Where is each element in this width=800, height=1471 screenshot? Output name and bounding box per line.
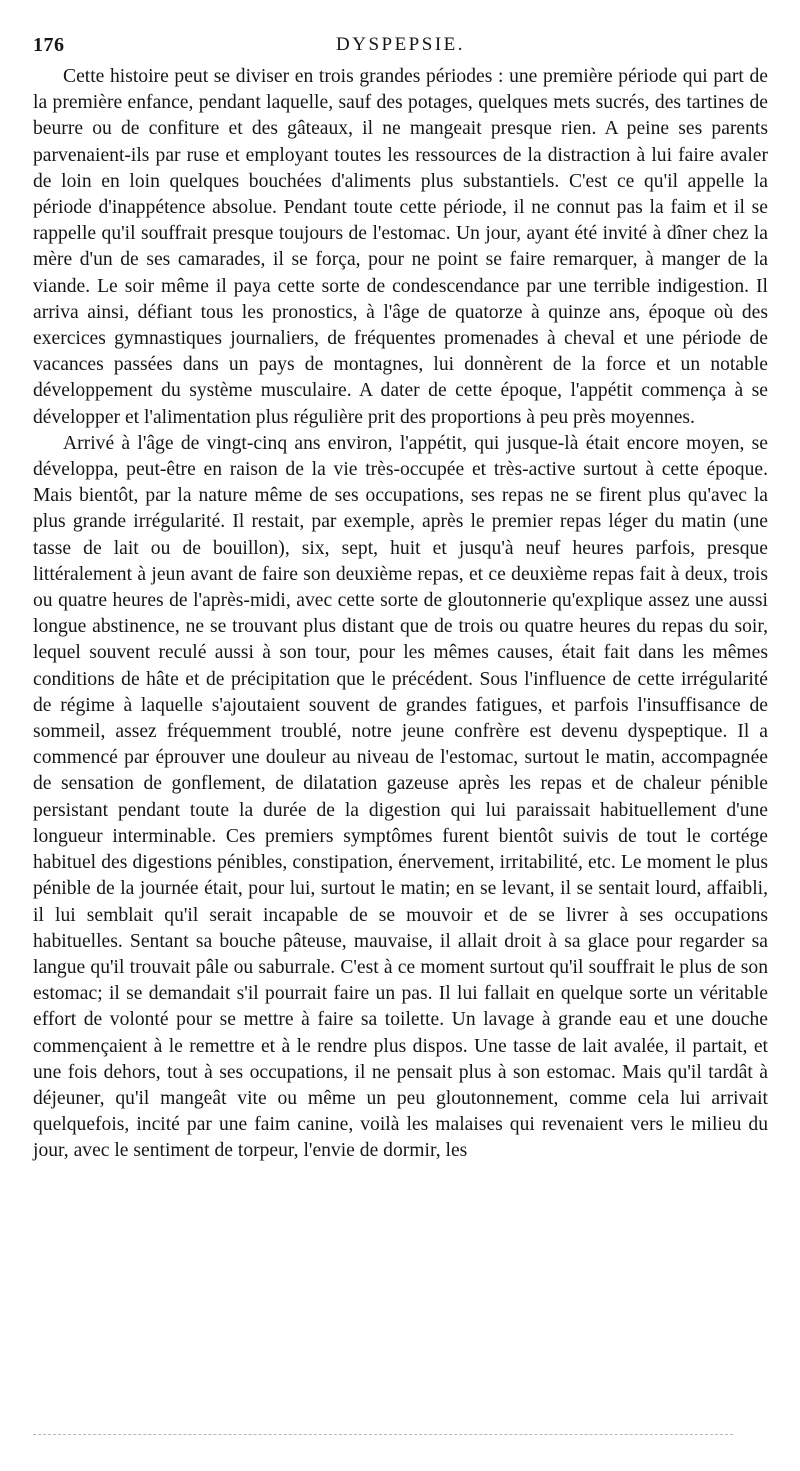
footer-rule [33, 1434, 733, 1435]
paragraph: Arrivé à l'âge de vingt-cinq ans environ, l'appétit, qui jusque-là était encore moyen, se développa, peut-être en raison de la vie très-occupée et très-active surtout à cette époque. Mais bientôt, par la nature même de ses occupations, ses repas ne se firent plus qu'avec la plus grande irrégularité. Il restait, par exemple, après le premier repas léger du matin (une tasse de lait ou de bouillon), six, sept, huit et jusqu'à neuf heures parfois, presque littéralement à jeun avant de faire son deuxième repas, et ce deuxième repas fait à deux, trois ou quatre heures de l'après-midi, avec cette sorte de gloutonnerie qu'explique assez une aussi longue abstinence, ne se trouvant plus distant que de trois ou quatre heures du repas du soir, lequel souvent reculé aussi à son tour, pour les mêmes causes, était fait dans les mêmes conditions de hâte et de précipitation que le précédent. Sous l'influence de cette irrégularité de régime à laquelle s'ajoutaient souvent de grandes fatigues, et parfois l'insuffisance de sommeil, assez fréquemment troublé, notre jeune confrère est devenu dyspeptique. Il a commencé par éprouver une douleur au niveau de l'estomac, surtout le matin, accompagnée de sensation de gonflement, de dilatation gazeuse après les repas et de chaleur pénible persistant pendant toute la durée de la digestion qui lui paraissait habituellement d'une longueur interminable. Ces premiers symptômes furent bientôt suivis de tout le cortége habituel des digestions pénibles, constipation, énervement, irritabilité, etc. Le moment le plus pénible de la journée était, pour lui, surtout le matin; en se levant, il se sentait lourd, affaibli, il lui semblait qu'il serait incapable de se mouvoir et de se livrer à ses occupations habituelles. Sentant sa bouche pâteuse, mauvaise, il allait droit à sa glace pour regarder sa langue qu'il trouvait pâle ou saburrale. C'est à ce moment surtout qu'il souffrait le plus de son estomac; il se demandait s'il pourrait faire un pas. Il lui fallait en quelque sorte un véritable effort de volonté pour se mettre à faire sa toilette. Un lavage à grande eau et une douche commençaient à le remettre et à le rendre plus dispos. Une tasse de lait avalée, il partait, et une fois dehors, tout à ses occupations, il ne pensait plus à son estomac. Mais qu'il tardât à déjeuner, qu'il mangeât vite ou même un peu gloutonnement, comme cela lui arrivait quelquefois, incité par une faim canine, voilà les malaises qui revenaient vers le milieu du jour, avec le sentiment de torpeur, l'envie de dormir, les [33, 432, 768, 1162]
running-title: DYSPEPSIE. [336, 34, 465, 55]
body-text [33, 64, 768, 1165]
book-page [33, 0, 768, 1471]
page-number: 176 [33, 34, 65, 56]
page-header [33, 0, 768, 60]
paragraph: Cette histoire peut se diviser en trois grandes périodes : une première période qui part de la première enfance, pendant laquelle, sauf des potages, quelques mets sucrés, des tartines de beurre ou de confiture et des gâteaux, il ne mangeait presque rien. A peine ses parents parvenaient-ils par ruse et employant toutes les ressources de la distraction à lui faire avaler de loin en loin quelques bouchées d'aliments plus substantiels. C'est ce qu'il appelle la période d'inappétence absolue. Pendant toute cette période, il ne connut pas la faim et il se rappelle qu'il souffrait presque toujours de l'estomac. Un jour, ayant été invité à dîner chez la mère d'un de ses camarades, il se força, pour ne point se faire remarquer, à manger de la viande. Le soir même il paya cette sorte de condescendance par une terrible indigestion. Il arriva ainsi, défiant tous les pronostics, à l'âge de quatorze à quinze ans, époque où des exercices gymnastiques journaliers, de fréquentes promenades à cheval et une période de vacances passées dans un pays de montagnes, lui donnèrent de la force et un notable développement du système musculaire. A dater de cette époque, l'appétit commença à se développer et l'alimentation plus régulière prit des proportions à peu près moyennes. [33, 66, 768, 428]
